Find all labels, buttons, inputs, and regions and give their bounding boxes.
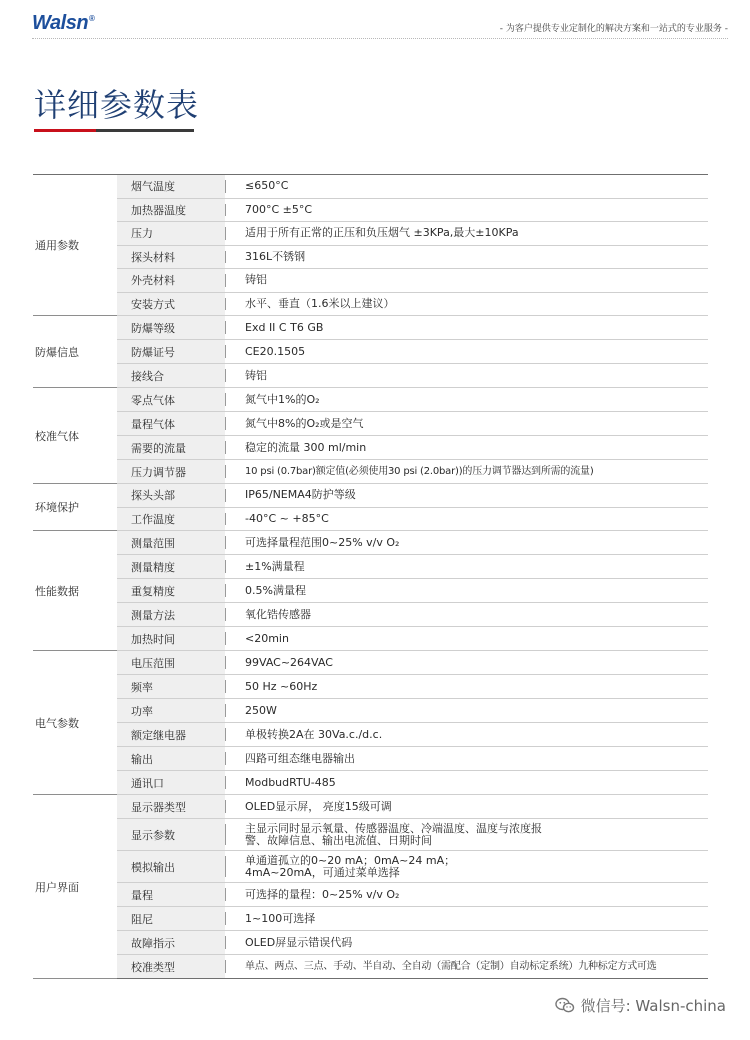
param-value: 主显示同时显示氧量、传感器温度、冷端温度、温度与浓度报 警、故障信息、输出电流值、日期时间 bbox=[245, 821, 542, 847]
param-name: 压力 bbox=[117, 222, 225, 246]
param-name: 接线合 bbox=[117, 364, 225, 388]
param-name: 量程 bbox=[117, 883, 225, 907]
param-value: 稳定的流量 300 ml/min bbox=[245, 440, 367, 454]
spec-row bbox=[33, 675, 708, 699]
wechat-watermark bbox=[555, 995, 726, 1016]
column-separator bbox=[225, 555, 237, 579]
param-value: 可选择量程范围0~25% v/v O₂ bbox=[245, 535, 400, 549]
param-value: 99VAC~264VAC bbox=[245, 655, 333, 669]
column-separator bbox=[225, 316, 237, 340]
param-value: CE20.1505 bbox=[245, 344, 306, 358]
column-separator bbox=[225, 627, 237, 651]
column-separator bbox=[225, 388, 237, 412]
param-name: 烟气温度 bbox=[117, 175, 225, 199]
column-separator bbox=[225, 364, 237, 388]
param-name: 外壳材料 bbox=[117, 269, 225, 293]
logo-text: Walsn bbox=[32, 12, 89, 34]
column-separator bbox=[225, 340, 237, 364]
spec-row bbox=[33, 436, 708, 460]
spec-row bbox=[33, 747, 708, 771]
param-value: 1~100可选择 bbox=[245, 911, 316, 925]
column-separator bbox=[225, 460, 237, 484]
param-name: 显示器类型 bbox=[117, 795, 225, 819]
param-name: 校准类型 bbox=[117, 955, 225, 979]
spec-row bbox=[33, 175, 708, 199]
param-value: OLED显示屏， 亮度15级可调 bbox=[245, 799, 392, 813]
param-value: ModbudRTU-485 bbox=[245, 775, 336, 789]
param-name: 防爆证号 bbox=[117, 340, 225, 364]
column-separator bbox=[225, 579, 237, 603]
column-separator bbox=[225, 436, 237, 460]
spec-row bbox=[33, 340, 708, 364]
group-label: 性能数据 bbox=[33, 531, 117, 651]
param-value: ±1%满量程 bbox=[245, 559, 305, 573]
watermark-text: 微信号: Walsn-china bbox=[580, 997, 726, 1015]
param-name: 重复精度 bbox=[117, 579, 225, 603]
spec-row bbox=[33, 603, 708, 627]
param-name: 测量方法 bbox=[117, 603, 225, 627]
spec-row bbox=[33, 771, 708, 795]
param-name: 额定继电器 bbox=[117, 723, 225, 747]
param-value: 氧化锆传感器 bbox=[245, 607, 311, 621]
column-separator bbox=[225, 531, 237, 555]
spec-row bbox=[33, 795, 708, 819]
spec-row bbox=[33, 198, 708, 222]
group-label: 用户界面 bbox=[33, 795, 117, 979]
spec-row bbox=[33, 699, 708, 723]
param-value: 单通道孤立的0~20 mA；0mA~24 mA； 4mA~20mA，可通过菜单选择 bbox=[245, 853, 456, 879]
spec-row bbox=[33, 222, 708, 246]
param-value: 铸铝 bbox=[245, 273, 267, 287]
column-separator bbox=[225, 723, 237, 747]
param-value: 四路可组态继电器输出 bbox=[245, 751, 355, 765]
param-value: 316L不锈钢 bbox=[245, 249, 306, 263]
param-value: 50 Hz ~60Hz bbox=[245, 679, 318, 693]
spec-row bbox=[33, 507, 708, 531]
column-separator bbox=[225, 245, 237, 269]
spec-row bbox=[33, 388, 708, 412]
spec-row bbox=[33, 651, 708, 675]
spec-row bbox=[33, 245, 708, 269]
param-name: 通讯口 bbox=[117, 771, 225, 795]
group-label: 环境保护 bbox=[33, 484, 117, 531]
column-separator bbox=[225, 819, 237, 851]
spec-row bbox=[33, 579, 708, 603]
spec-table bbox=[33, 174, 708, 979]
column-separator bbox=[225, 931, 237, 955]
column-separator bbox=[225, 883, 237, 907]
param-name: 工作温度 bbox=[117, 507, 225, 531]
param-name: 加热时间 bbox=[117, 627, 225, 651]
param-value: 适用于所有正常的正压和负压烟气 ±3KPa,最大±10KPa bbox=[245, 226, 519, 240]
param-name: 频率 bbox=[117, 675, 225, 699]
column-separator bbox=[225, 699, 237, 723]
column-separator bbox=[225, 412, 237, 436]
param-name: 防爆等级 bbox=[117, 316, 225, 340]
spec-row bbox=[33, 292, 708, 316]
param-name: 压力调节器 bbox=[117, 460, 225, 484]
param-name: 显示参数 bbox=[117, 819, 225, 851]
column-separator bbox=[225, 851, 237, 883]
spec-row bbox=[33, 484, 708, 508]
param-value: 单极转换2A在 30Va.c./d.c. bbox=[245, 727, 383, 741]
spec-row bbox=[33, 269, 708, 293]
param-value: 700°C ±5°C bbox=[245, 202, 313, 216]
param-name: 电压范围 bbox=[117, 651, 225, 675]
spec-row bbox=[33, 555, 708, 579]
group-label: 通用参数 bbox=[33, 175, 117, 316]
spec-row bbox=[33, 364, 708, 388]
page-title: 详细参数表 bbox=[34, 86, 200, 124]
param-value: 250W bbox=[245, 703, 277, 717]
spec-row bbox=[33, 412, 708, 436]
column-separator bbox=[225, 771, 237, 795]
param-name: 模拟输出 bbox=[117, 851, 225, 883]
header-slogan: - 为客户提供专业定制化的解决方案和一站式的专业服务 - bbox=[499, 24, 728, 34]
param-name: 测量精度 bbox=[117, 555, 225, 579]
column-separator bbox=[225, 198, 237, 222]
param-value: 铸铝 bbox=[245, 368, 267, 382]
group-label: 校准气体 bbox=[33, 388, 117, 484]
param-value: 水平、垂直（1.6米以上建议） bbox=[245, 296, 395, 310]
spec-row bbox=[33, 851, 708, 883]
param-value: 10 psi (0.7bar)额定值(必须使用30 psi (2.0bar))的压力调节器达到所需的流量) bbox=[245, 465, 594, 477]
group-label: 防爆信息 bbox=[33, 316, 117, 388]
spec-row bbox=[33, 316, 708, 340]
param-name: 零点气体 bbox=[117, 388, 225, 412]
spec-row bbox=[33, 819, 708, 851]
column-separator bbox=[225, 955, 237, 979]
column-separator bbox=[225, 651, 237, 675]
column-separator bbox=[225, 603, 237, 627]
param-name: 输出 bbox=[117, 747, 225, 771]
spec-row bbox=[33, 531, 708, 555]
spec-row bbox=[33, 460, 708, 484]
param-name: 量程气体 bbox=[117, 412, 225, 436]
column-separator bbox=[225, 507, 237, 531]
spec-row bbox=[33, 931, 708, 955]
param-name: 安装方式 bbox=[117, 292, 225, 316]
param-value: 0.5%满量程 bbox=[245, 583, 306, 597]
column-separator bbox=[225, 292, 237, 316]
title-underline bbox=[34, 129, 194, 132]
param-name: 功率 bbox=[117, 699, 225, 723]
param-name: 加热器温度 bbox=[117, 198, 225, 222]
param-name: 测量范围 bbox=[117, 531, 225, 555]
param-value: -40°C ~ +85°C bbox=[245, 511, 329, 525]
walsn-logo bbox=[32, 12, 94, 35]
column-separator bbox=[225, 222, 237, 246]
spec-row bbox=[33, 883, 708, 907]
param-value: 可选择的量程：0~25% v/v O₂ bbox=[245, 887, 400, 901]
column-separator bbox=[225, 907, 237, 931]
param-name: 故障指示 bbox=[117, 931, 225, 955]
spec-row bbox=[33, 907, 708, 931]
param-value: ≤650°C bbox=[245, 179, 289, 193]
param-value: <20min bbox=[245, 631, 289, 645]
registered-mark: ® bbox=[89, 14, 95, 24]
param-name: 探头头部 bbox=[117, 484, 225, 508]
param-value: 单点、两点、三点、手动、半自动、全自动（需配合（定制）自动标定系统）九种标定方式可选 bbox=[245, 960, 657, 972]
wechat-icon bbox=[555, 997, 575, 1014]
param-name: 需要的流量 bbox=[117, 436, 225, 460]
group-label: 电气参数 bbox=[33, 651, 117, 795]
column-separator bbox=[225, 795, 237, 819]
column-separator bbox=[225, 175, 237, 199]
spec-row bbox=[33, 955, 708, 979]
column-separator bbox=[225, 269, 237, 293]
column-separator bbox=[225, 484, 237, 508]
param-value: IP65/NEMA4防护等级 bbox=[245, 488, 356, 502]
spec-row bbox=[33, 627, 708, 651]
param-value: Exd II C T6 GB bbox=[245, 320, 324, 334]
param-value: 氮气中1%的O₂ bbox=[245, 392, 320, 406]
param-name: 探头材料 bbox=[117, 245, 225, 269]
spec-table-body bbox=[33, 175, 708, 979]
param-value: OLED屏显示错误代码 bbox=[245, 935, 353, 949]
header-divider bbox=[32, 38, 728, 39]
param-value: 氮气中8%的O₂或是空气 bbox=[245, 416, 364, 430]
column-separator bbox=[225, 675, 237, 699]
spec-row bbox=[33, 723, 708, 747]
column-separator bbox=[225, 747, 237, 771]
param-name: 阻尼 bbox=[117, 907, 225, 931]
